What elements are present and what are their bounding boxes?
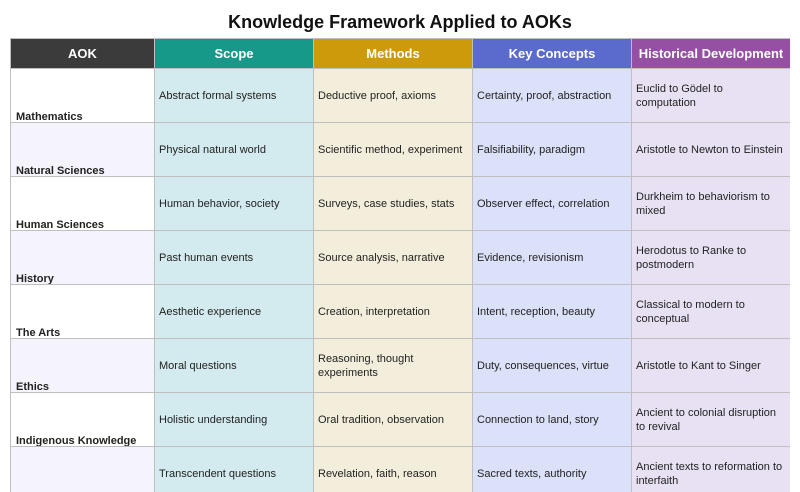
key-concepts-cell: Duty, consequences, virtue: [473, 339, 632, 393]
historical-development-cell: Herodotus to Ranke to postmodern: [632, 231, 791, 285]
key-concepts-cell: Certainty, proof, abstraction: [473, 69, 632, 123]
methods-cell: Deductive proof, axioms: [314, 69, 473, 123]
table-row: [11, 231, 791, 285]
methods-cell: Reasoning, thought experiments: [314, 339, 473, 393]
table-row: [11, 393, 791, 447]
key-concepts-cell: Evidence, revisionism: [473, 231, 632, 285]
aok-label: Mathematics: [16, 111, 83, 123]
methods-cell: Surveys, case studies, stats: [314, 177, 473, 231]
scope-cell: Holistic understanding: [155, 393, 314, 447]
historical-development-cell: Classical to modern to conceptual: [632, 285, 791, 339]
aok-cell: [11, 231, 155, 285]
scope-cell: Abstract formal systems: [155, 69, 314, 123]
historical-development-cell: Aristotle to Newton to Einstein: [632, 123, 791, 177]
table-row: [11, 285, 791, 339]
table-title: Knowledge Framework Applied to AOKs: [228, 12, 572, 32]
header-scope: Scope: [155, 39, 314, 69]
aok-label: Human Sciences: [16, 219, 105, 231]
aok-label: The Arts: [16, 327, 61, 339]
key-concepts-cell: Sacred texts, authority: [473, 447, 632, 492]
table-row: [11, 69, 791, 123]
scope-cell: Aesthetic experience: [155, 285, 314, 339]
historical-development-cell: Aristotle to Kant to Singer: [632, 339, 791, 393]
table-row: [11, 447, 791, 492]
scope-cell: Past human events: [155, 231, 314, 285]
methods-cell: Revelation, faith, reason: [314, 447, 473, 492]
aok-label: Natural Sciences: [16, 165, 105, 177]
historical-development-cell: Durkheim to behaviorism to mixed: [632, 177, 791, 231]
framework-table: [10, 38, 790, 492]
scope-cell: Transcendent questions: [155, 447, 314, 492]
framework-table-container: [10, 38, 790, 492]
header-methods: Methods: [314, 39, 473, 69]
methods-cell: Oral tradition, observation: [314, 393, 473, 447]
aok-cell: [11, 69, 155, 123]
header-key-concepts: Key Concepts: [473, 39, 632, 69]
key-concepts-cell: Intent, reception, beauty: [473, 285, 632, 339]
table-row: [11, 123, 791, 177]
key-concepts-cell: Connection to land, story: [473, 393, 632, 447]
aok-cell: [11, 393, 155, 447]
scope-cell: Human behavior, society: [155, 177, 314, 231]
aok-cell: [11, 123, 155, 177]
header-row: [11, 39, 791, 69]
key-concepts-cell: Observer effect, correlation: [473, 177, 632, 231]
aok-cell: [11, 285, 155, 339]
aok-cell: [11, 447, 155, 492]
methods-cell: Scientific method, experiment: [314, 123, 473, 177]
aok-label: History: [16, 273, 54, 285]
header-aok: AOK: [11, 39, 155, 69]
methods-cell: Source analysis, narrative: [314, 231, 473, 285]
key-concepts-cell: Falsifiability, paradigm: [473, 123, 632, 177]
scope-cell: Moral questions: [155, 339, 314, 393]
aok-label: Indigenous Knowledge: [16, 435, 137, 447]
table-row: [11, 339, 791, 393]
aok-cell: [11, 339, 155, 393]
scope-cell: Physical natural world: [155, 123, 314, 177]
historical-development-cell: Ancient texts to reformation to interfaith: [632, 447, 791, 492]
aok-label: Ethics: [16, 381, 50, 393]
table-row: [11, 177, 791, 231]
header-historical-development: Historical Development: [632, 39, 791, 69]
methods-cell: Creation, interpretation: [314, 285, 473, 339]
historical-development-cell: Ancient to colonial disruption to revival: [632, 393, 791, 447]
aok-cell: [11, 177, 155, 231]
historical-development-cell: Euclid to Gödel to computation: [632, 69, 791, 123]
